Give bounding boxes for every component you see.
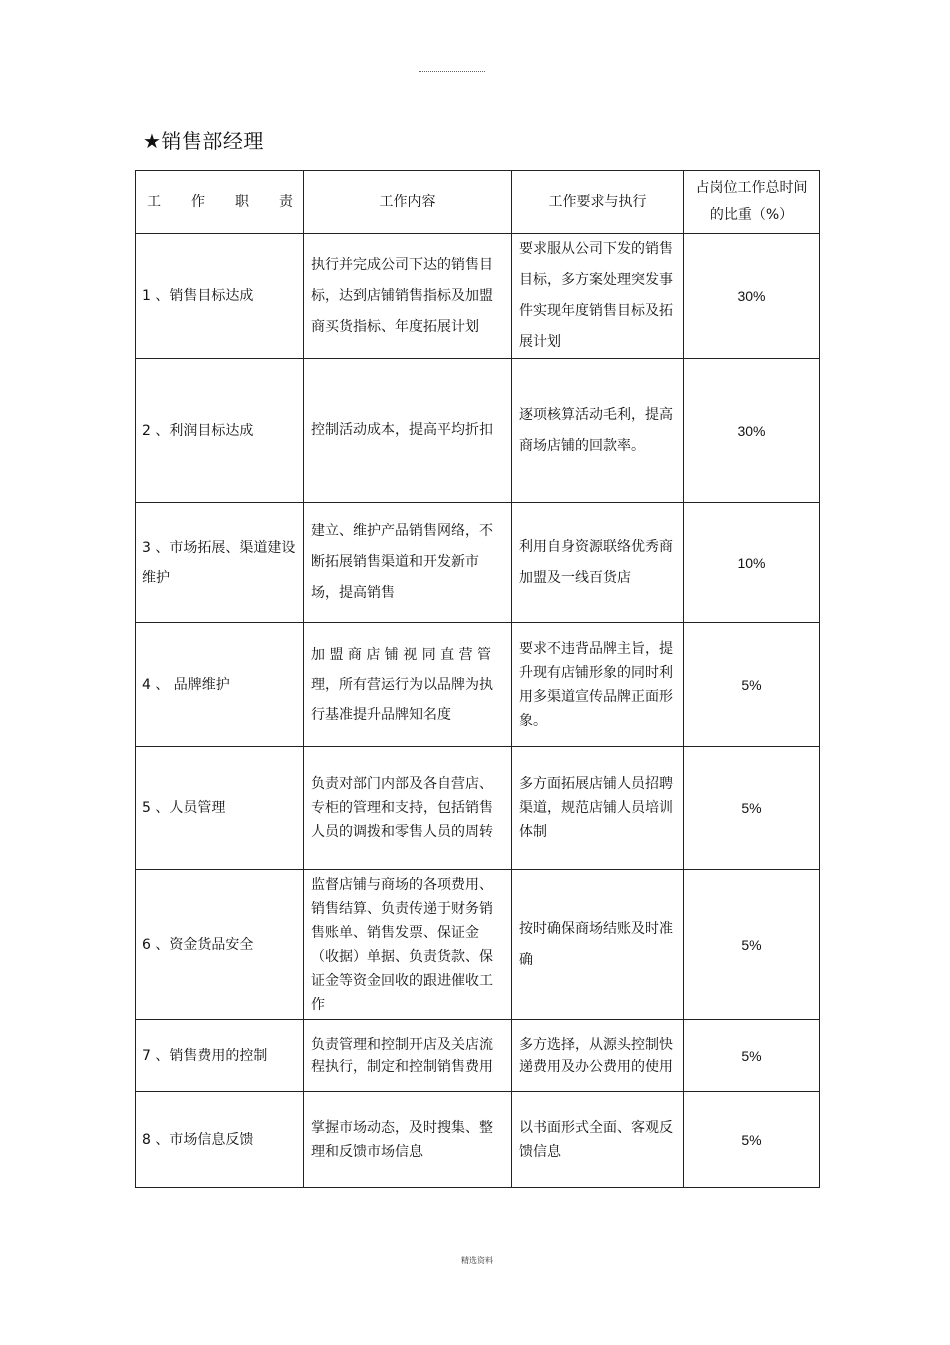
table-row <box>136 747 820 870</box>
table-header-row <box>136 171 820 234</box>
header-content: 工作内容 <box>304 171 512 234</box>
requirement-cell: 要求不违背品牌主旨，提升现有店铺形象的同时利用多渠道宣传品牌正面形象。 <box>512 623 684 747</box>
requirement-cell: 以书面形式全面、客观反馈信息 <box>512 1092 684 1188</box>
weight-cell: 30% <box>684 234 820 359</box>
duty-cell: 6 、资金货品安全 <box>136 870 304 1020</box>
table-row <box>136 1020 820 1092</box>
content-cell: 负责对部门内部及各自营店、专柜的管理和支持，包括销售人员的调拨和零售人员的周转 <box>304 747 512 870</box>
header-requirement: 工作要求与执行 <box>512 171 684 234</box>
requirement-cell: 多方面拓展店铺人员招聘渠道，规范店铺人员培训体制 <box>512 747 684 870</box>
weight-cell: 5% <box>684 870 820 1020</box>
requirement-cell: 逐项核算活动毛利，提高商场店铺的回款率。 <box>512 359 684 503</box>
duty-cell: 5 、人员管理 <box>136 747 304 870</box>
content-cell: 建立、维护产品销售网络，不断拓展销售渠道和开发新市场，提高销售 <box>304 503 512 623</box>
weight-cell: 10% <box>684 503 820 623</box>
job-duty-table <box>135 170 820 1188</box>
content-cell: 控制活动成本，提高平均折扣 <box>304 359 512 503</box>
weight-cell: 5% <box>684 623 820 747</box>
weight-cell: 5% <box>684 1092 820 1188</box>
duty-cell: 4 、 品牌维护 <box>136 623 304 747</box>
weight-cell: 5% <box>684 1020 820 1092</box>
table-row <box>136 234 820 359</box>
header-rule <box>419 71 485 72</box>
duty-cell: 7 、销售费用的控制 <box>136 1020 304 1092</box>
header-weight: 占岗位工作总时间的比重（%） <box>684 171 820 234</box>
header-duty: 工 作 职 责 <box>136 171 304 234</box>
table-row <box>136 870 820 1020</box>
duty-cell: 1 、销售目标达成 <box>136 234 304 359</box>
footer-note: 精选资料 <box>461 1256 493 1265</box>
requirement-cell: 按时确保商场结账及时准确 <box>512 870 684 1020</box>
requirement-cell: 要求服从公司下发的销售目标，多方案处理突发事件实现年度销售目标及拓展计划 <box>512 234 684 359</box>
duty-cell: 8 、市场信息反馈 <box>136 1092 304 1188</box>
requirement-cell: 多方选择，从源头控制快递费用及办公费用的使用 <box>512 1020 684 1092</box>
content-cell: 负责管理和控制开店及关店流程执行，制定和控制销售费用 <box>304 1020 512 1092</box>
content-cell: 执行并完成公司下达的销售目标，达到店铺销售指标及加盟商买货指标、年度拓展计划 <box>304 234 512 359</box>
requirement-cell: 利用自身资源联络优秀商加盟及一线百货店 <box>512 503 684 623</box>
content-cell: 加 盟 商 店 铺 视 同 直 营 管 理，所有营运行为以品牌为执行基准提升品牌知名度 <box>304 623 512 747</box>
duty-cell: 2 、利润目标达成 <box>136 359 304 503</box>
page-title: ★销售部经理 <box>143 129 264 153</box>
table-row <box>136 623 820 747</box>
weight-cell: 5% <box>684 747 820 870</box>
content-cell: 掌握市场动态，及时搜集、整理和反馈市场信息 <box>304 1092 512 1188</box>
table-row <box>136 359 820 503</box>
duty-cell: 3 、市场拓展、渠道建设维护 <box>136 503 304 623</box>
content-cell: 监督店铺与商场的各项费用、销售结算、负责传递于财务销售账单、销售发票、保证金（收据）单据、负责货款、保证金等资金回收的跟进催收工作 <box>304 870 512 1020</box>
table-row <box>136 1092 820 1188</box>
table-row <box>136 503 820 623</box>
weight-cell: 30% <box>684 359 820 503</box>
